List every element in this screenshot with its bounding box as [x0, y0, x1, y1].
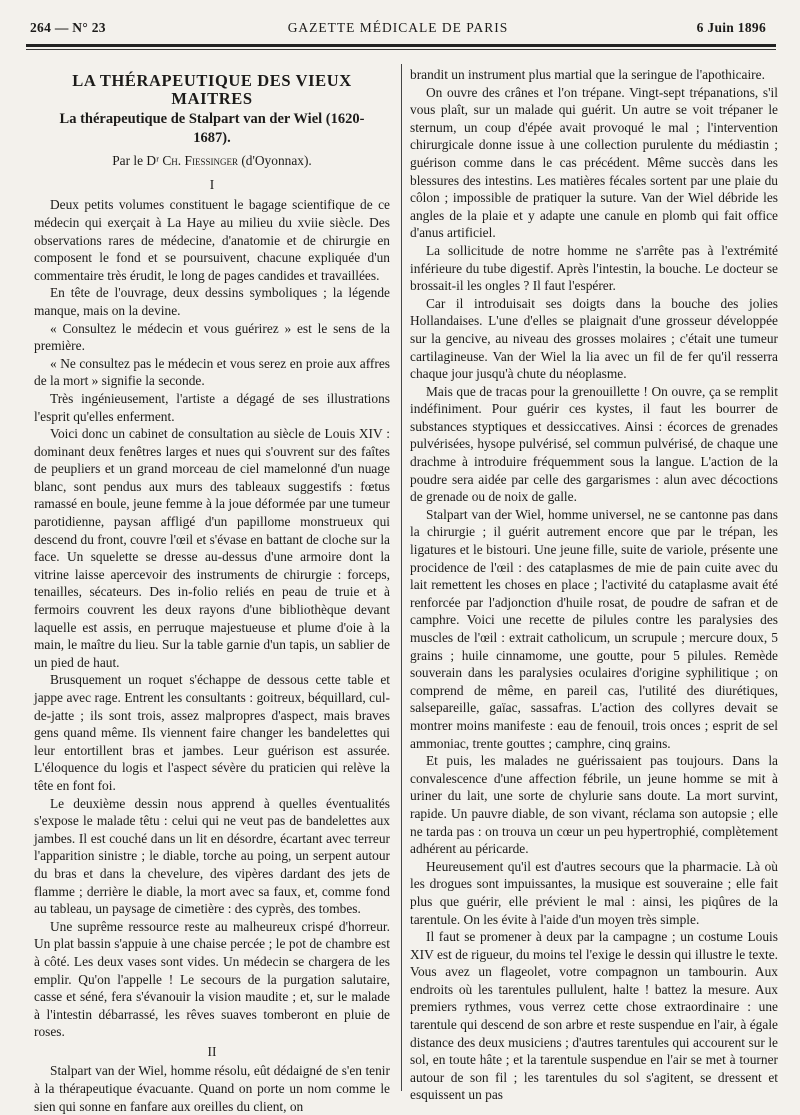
paragraph: Très ingénieusement, l'artiste a dégagé de ses illustrations l'esprit qu'elles enferment. — [34, 390, 390, 424]
article-title: LA THÉRAPEUTIQUE DES VIEUX MAITRES — [72, 71, 352, 108]
paragraph: « Consultez le médecin et vous guérirez » est le sens de la première. — [34, 320, 390, 354]
paragraph: Voici donc un cabinet de consultation au siècle de Louis XIV : dominant deux fenêtres larges et nues qui s'ouvrent sur des faîtes de peupliers et un grand morceau de ciel mamelonné d'un nuage blanc, sont pendus aux murs des tableaux suggestifs : fœtus ramassé en boule, jeune femme à la joue déformée par une tumeur parotidienne, paysan affligé d'un papillome monstrueux qui descend du front, couvre l'œil et s'évase en battant de cloche sur la face. Un squelette se dresse au-dessus d'une armoire dont la vitrine laisse apercevoir des instruments de chirurgie : forceps, tenailles, sécateurs. Des in-folio reliés en peau de truie et à fermoirs couvrent les deux rayons d'une bibliothèque devant laquelle est assis, en perruque majestueuse et plume d'oie à la main, le maître du lieu. Sur la table garnie d'un tapis, un sablier de un pied de haut. — [34, 426, 390, 670]
paragraph: Mais que de tracas pour la grenouillette ! On ouvre, ça se remplit indéfiniment. Pour guérir ces kystes, il faut les bourrer de substances styptiques et dessiccatives. Ainsi : écorces de grenades pulvérisées, hysope pulvérisé, sel commun pulvérisé, de chaque une drachme à introduire fréquemment sous la langue. L'action de la poudre sera aidée par celle des gargarismes : alun avec décoctions de grenade ou de noix de galle. — [410, 383, 778, 505]
byline — [34, 152, 390, 170]
header-rule-thin — [26, 49, 776, 50]
paragraph: Stalpart van der Wiel, homme résolu, eût dédaigné de s'en tenir à la thérapeutique évacuante. Quand on porte un nom comme le sien qui sonne en fanfare aux oreilles du client, on — [34, 1063, 390, 1114]
paragraph: Et puis, les malades ne guérissaient pas toujours. Dans la convalescence d'une affection fébrile, un jeune homme se mit à uriner du lait, une sorte de chylurie sans doute. La mort survint, rapide. Un pauvre diable, de son vivant, réclama son autopsie ; elle ne tarda pas : on trouva un cœur un peu hypertrophié, complètement adhérent au péricarde. — [410, 753, 778, 857]
paragraph: « Ne consultez pas le médecin et vous serez en proie aux affres de la mort » signifie la seconde. — [34, 355, 390, 389]
header-rule — [26, 44, 776, 47]
paragraph: On ouvre des crânes et l'on trépane. Vingt-sept trépanations, s'il vous plaît, sur un malade qui guérit. Un autre se voit trépaner le sternum, un coup d'épée avait provoqué le mal ; l'intervention chirurgicale donne issue à une collection purulente du médiastin ; guérison comme dans le cas précédent. Même succès dans les blessures des intestins. Les matières fécales sortent par une plaie du côlon ; impossible de pratiquer la suture. Van der Wiel débride les angles de la plaie et y adapte une canule en plomb qui fait office d'anus artificiel. — [410, 84, 778, 241]
journal-title: GAZETTE MÉDICALE DE PARIS — [287, 20, 509, 35]
paragraph: Stalpart van der Wiel, homme universel, ne se cantonne pas dans la chirurgie ; il guérit autrement encore que par le trépan, les ligatures et le bistouri. Une jeune fille, suite de variole, présente une procidence de l'œil : des cataplasmes de mie de pain cuite avec du lait remettent les choses en place ; l'activité du cataplasme avait été renforcée par l'adjonction d'huile rosat, de poudre de safran et de camphre. Voici une recette de pilules contre les paralysies des muscles de l'œil : extrait catholicum, un scrupule ; mercure doux, 5 grains ; huile cinnamome, une goutte, pour 5 pilules. Remède souverain dans les paralysies oculaires d'origine syphilitique ; on comprend de même, en pareil cas, l'utilité des diurétiques, salsepareille, gaïac, sassafras. L'action des collyres devait se montrer moins manifeste : eau de fenouil, trois onces ; esprit de sel ammoniac, trente gouttes ; camphre, cinq grains. — [410, 506, 778, 751]
paragraph: brandit un instrument plus martial que la seringue de l'apothicaire. — [410, 67, 765, 82]
section-heading-2: II — [207, 1043, 217, 1059]
paragraph: Deux petits volumes constituent le bagage scientifique de ce médecin qui exerçait à La Haye au milieu du xviie siècle. Des observations rares de médecine, d'anatomie et de chirurgie en composent le fond et se poursuivent, chacune expliquée d'un commentaire très érudit, le long de pages candides et travaillées. — [34, 197, 390, 283]
article-subtitle: La thérapeutique de Stalpart van der Wiel (1620-1687). — [59, 111, 365, 147]
left-column — [34, 66, 390, 1115]
section-heading-1: I — [209, 176, 215, 192]
paragraph: En tête de l'ouvrage, deux dessins symboliques ; la légende manque, mais on la devine. — [34, 285, 390, 318]
paragraph: Heureusement qu'il est d'autres secours que la pharmacie. Là où les drogues sont impuissantes, la musique est souveraine ; elle fait plus que guérir, elle prévient le mal : ainsi, les piqûres de la tarentule. On les évite à l'aide d'un moyen très simple. — [410, 858, 778, 927]
page-header — [30, 20, 766, 42]
paragraph: Brusquement un roquet s'échappe de dessous cette table et jappe avec rage. Entrent les consultants : goitreux, béquillard, cul-de-jatte ; ils sont trois, assez malpropres d'aspect, mais braves gens quand même. Ils viennent faire changer les bandelettes qui leur entortillent bras et jambes. Leur guérison est assurée. L'éloquence du logis et l'aspect sévère du praticien qui relève la tête en font foi. — [34, 672, 390, 793]
paragraph: Une suprême ressource reste au malheureux crispé d'horreur. Un plat bassin s'appuie à une chaise percée ; le pot de chambre est à côté. Les deux vases sont vides. Un médecin se chargera de les emplir. Qu'on l'appelle ! Le secours de la purgation salutaire, casse et séné, fera s'évanouir la vision maudite ; et, sur le malade à l'intestin débarrassé, les rêves suaves tomberont en pluie de roses. — [34, 918, 390, 1040]
column-divider — [401, 64, 402, 1091]
paragraph: La sollicitude de notre homme ne s'arrête pas à l'extrémité inférieure du tube digestif. Après l'intestin, la bouche. Le docteur se brossait-il les ongles ? Il faut l'espérer. — [410, 242, 778, 294]
byline-location: (d'Oyonnax). — [241, 153, 312, 169]
right-column — [410, 66, 778, 1104]
paragraph: Le deuxième dessin nous apprend à quelles éventualités s'expose le malade têtu : celui qui ne veut pas de bandelettes aux jambes. Il est couché dans un lit en désordre, écartant avec terreur l'apparition sinistre ; le diable, torche au poing, un serpent autour du bras et dans la chevelure, des vipères dardant des jets de flamme ; derrière le diable, la mort avec sa faux, et, comme fond au tableau, un paysage de cimetière : des cyprès, des tombes. — [34, 795, 390, 917]
byline-prefix: Par le Dʳ — [112, 153, 160, 169]
issue-date: 6 Juin 1896 — [696, 20, 766, 35]
author-name: Ch. Fiessinger — [162, 153, 238, 169]
paragraph: Car il introduisait ses doigts dans la bouche des jolies Hollandaises. L'une d'elles se plaignait d'une grosseur développée sur la gencive, au niveau des grosses molaires ; c'était une tumeur cartilagineuse. Van der Wiel la lia avec un fil de fer qu'il resserra chaque jour jusqu'à chute du néoplasme. — [410, 295, 778, 382]
paragraph: Il faut se promener à deux par la campagne ; un costume Louis XIV est de rigueur, du moins tel l'exige le dessin qui illustre le texte. Vous avez un flageolet, votre compagnon un tambourin. Aux endroits où les tarentules pullulent, halte ! battez la mesure. Aux premiers rythmes, vous verrez cette chose extraordinaire : une tarentule qui descend de son arbre et reste suspendue en l'air, à égale distance des deux musiciens ; d'autres tarentules qui accourent sur le sol, en toute hâte ; et la tarentule suspendue en l'air se met à tourner autour de son fil ; les tarentules du sol s'agitent, se dressent et esquissent un pas — [410, 929, 778, 1103]
page-number-issue: 264 — N° 23 — [30, 20, 106, 35]
